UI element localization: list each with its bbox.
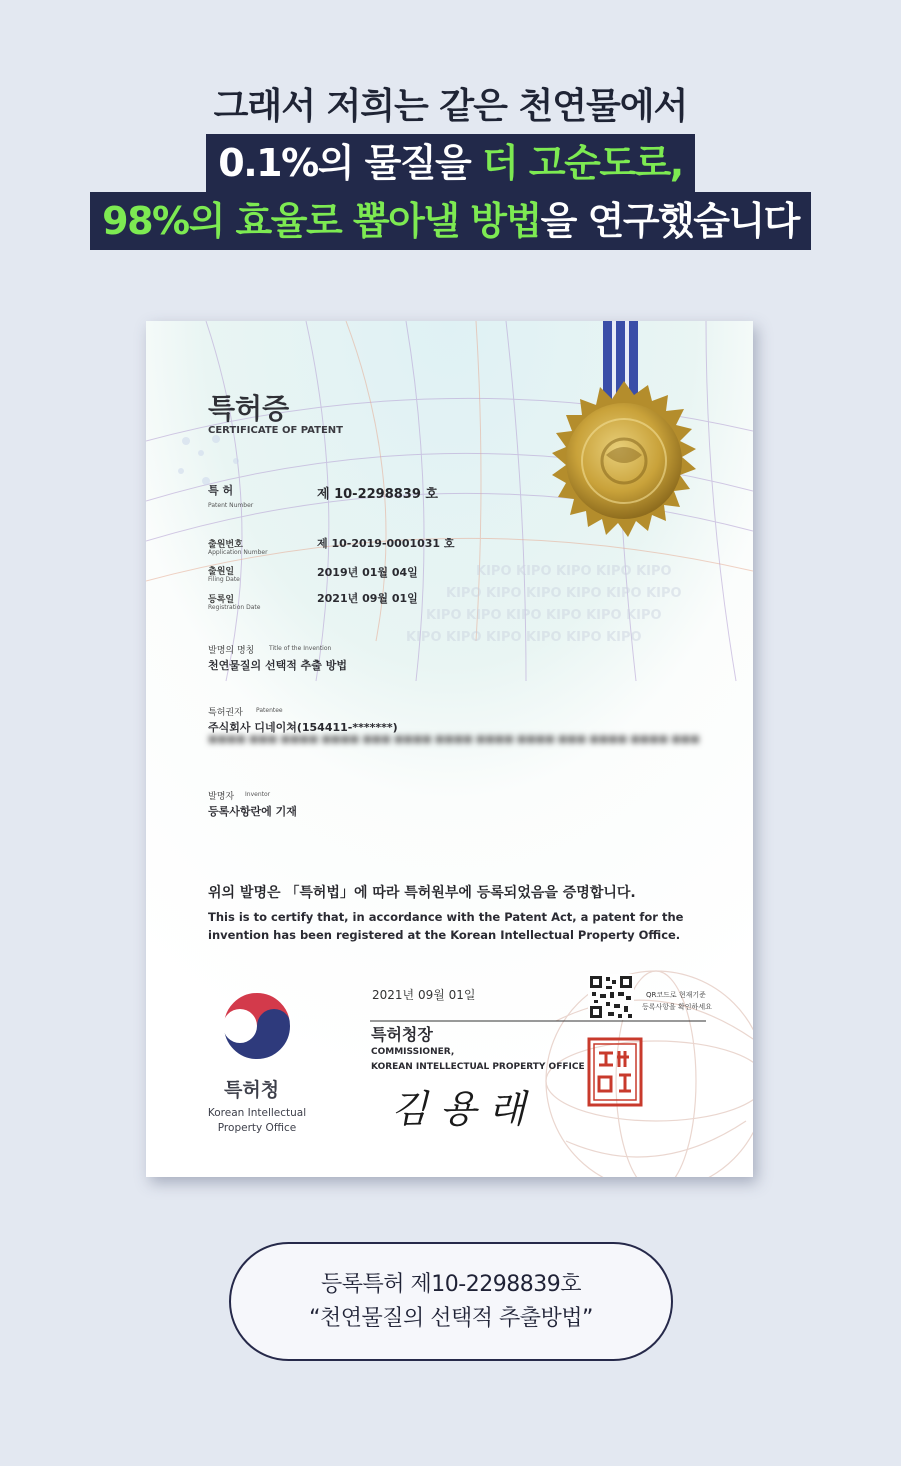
- invention-label: 발명의 명칭: [208, 646, 255, 656]
- svg-text:KIPO KIPO KIPO KIPO KIPO: KIPO KIPO KIPO KIPO KIPO: [476, 564, 672, 579]
- svg-text:KIPO KIPO KIPO KIPO KIPO: KIPO KIPO KIPO KIPO KIPO KIPO: [406, 630, 642, 645]
- commissioner-title-ko: 특허청장: [371, 1025, 433, 1044]
- svg-text:KIPO KIPO KIPO KIPO KIPO: KIPO KIPO KIPO KIPO KIPO KIPO: [426, 608, 662, 623]
- caption-line1: 등록특허 제10-2298839호: [321, 1272, 581, 1297]
- registration-date-label-en: Registration Date: [208, 604, 261, 611]
- registration-date-label: 등록일: [208, 595, 235, 605]
- headline: [0, 84, 901, 250]
- headline-line3-highlight: 98%의 효율로 뽑아낼 방법: [102, 199, 541, 243]
- headline-line3-text: 을 연구했습니다: [540, 199, 799, 243]
- commissioner-signature: 김 용 래: [391, 1087, 526, 1131]
- qr-note-line2: 등록사항을 확인하세요: [642, 1003, 712, 1011]
- certification-statement-en-1: This is to certify that, in accordance with the Patent Act, a patent for the: [208, 910, 684, 924]
- inventor-label: 발명자: [208, 792, 235, 802]
- patentee-value: 주식회사 디네이쳐(154411-*******): [208, 721, 398, 734]
- headline-line2-text: 0.1%의 물질을: [218, 141, 482, 185]
- svg-text:KIPO KIPO KIPO KIPO KIPO: KIPO KIPO KIPO KIPO KIPO KIPO: [446, 586, 682, 601]
- certificate-subtitle: CERTIFICATE OF PATENT: [208, 425, 343, 436]
- invention-label-en: Title of the Invention: [269, 645, 332, 652]
- patentee-label: 특허권자: [208, 708, 243, 718]
- registration-date-value: 2021년 09월 01일: [317, 592, 418, 605]
- patent-number-label: 특 허: [208, 484, 234, 497]
- inventor-value: 등록사항란에 기재: [208, 805, 297, 818]
- kipo-name-en-1: Korean Intellectual: [207, 1107, 307, 1119]
- patent-number-label-en: Patent Number: [208, 502, 254, 509]
- headline-line2-highlight: 더 고순도로,: [481, 141, 683, 185]
- kipo-name-ko: 특허청: [224, 1079, 280, 1101]
- patent-caption: [229, 1242, 673, 1361]
- invention-value: 천연물질의 선택적 추출 방법: [208, 659, 347, 672]
- application-number-value: 제 10-2019-0001031 호: [317, 537, 455, 550]
- caption-line2: “천연물질의 선택적 추출방법”: [309, 1306, 593, 1331]
- filing-date-label: 출원일: [208, 567, 235, 577]
- commissioner-title-en-1: COMMISSIONER,: [371, 1047, 455, 1057]
- patentee-label-en: Patentee: [256, 707, 283, 714]
- headline-line2: [206, 134, 694, 192]
- patent-number-value: 제 10-2298839 호: [317, 487, 438, 502]
- certification-statement-en-2: invention has been registered at the Korean Intellectual Property Office.: [208, 928, 681, 942]
- commissioner-title-en-2: KOREAN INTELLECTUAL PROPERTY OFFICE: [371, 1062, 585, 1072]
- application-number-label-en: Application Number: [208, 549, 268, 556]
- qr-note-line1: QR코드로 현재기준: [646, 991, 706, 999]
- patentee-address-redacted: ■■■■ ■■■ ■■■■ ■■■■ ■■■ ■■■■ ■■■■ ■■■■ ■■■■ ■■■ ■■■■ ■■■■ ■■■: [208, 734, 700, 745]
- patent-certificate: [146, 321, 753, 1177]
- issue-date: 2021년 09월 01일: [372, 988, 476, 1002]
- headline-line3: [90, 192, 811, 250]
- certification-statement-ko: 위의 발명은 「특허법」에 따라 특허원부에 등록되었음을 증명합니다.: [208, 885, 636, 901]
- inventor-label-en: Inventor: [245, 791, 271, 798]
- application-number-label: 출원번호: [208, 540, 243, 550]
- headline-line1: 그래서 저희는 같은 천연물에서: [213, 86, 688, 127]
- filing-date-value: 2019년 01월 04일: [317, 566, 418, 579]
- kipo-name-en-2: Property Office: [217, 1122, 297, 1134]
- qr-code: [588, 974, 634, 1020]
- certificate-title: 특허증: [208, 392, 290, 425]
- filing-date-label-en: Filing Date: [208, 576, 240, 583]
